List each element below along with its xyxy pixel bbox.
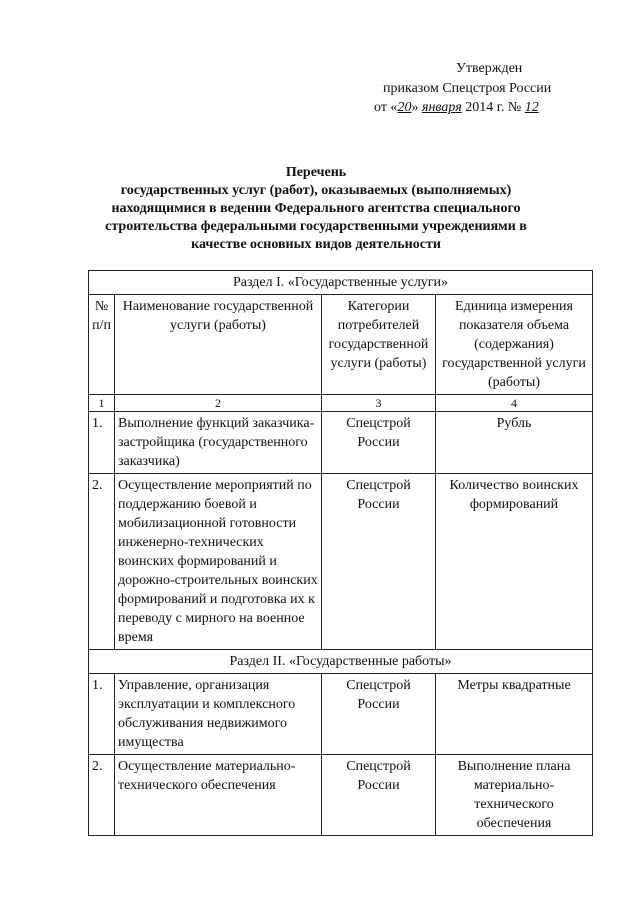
row-name: Осуществление материально-технического обеспечения xyxy=(115,755,322,836)
row-unit: Рубль xyxy=(436,412,593,474)
section-2-title: Раздел II. «Государственные работы» xyxy=(89,650,593,674)
approved-label: Утвержден xyxy=(456,61,523,76)
title-line-2: государственных услуг (работ), оказываемых (выполняемых) xyxy=(120,183,512,198)
section-1-title: Раздел I. «Государственные услуги» xyxy=(89,271,593,295)
header-num: № п/п xyxy=(89,295,115,395)
row-unit: Количество воинских формирований xyxy=(436,474,593,650)
title-line-5: качестве основных видов деятельности xyxy=(191,237,441,252)
document-title xyxy=(60,164,572,254)
header-row xyxy=(89,295,593,395)
order-month: января xyxy=(421,100,462,115)
row-num: 1. xyxy=(89,674,115,755)
table-row xyxy=(89,755,593,836)
header-unit: Единица измерения показателя объема (содержания) государственной услуги (работы) xyxy=(436,295,593,395)
col-number-2: 2 xyxy=(115,395,322,412)
row-unit: Выполнение плана материально-технического обеспечения xyxy=(436,755,593,836)
row-name: Осуществление мероприятий по поддержанию боевой и мобилизационной готовности инженерно-технических воинских формирований и дорожно-строительных воинских формирований и подготовка их к переводу с мирного на военное время xyxy=(115,474,322,650)
row-num: 2. xyxy=(89,474,115,650)
date-year: 2014 г. № xyxy=(461,100,525,115)
row-consumers: Спецстрой России xyxy=(322,474,436,650)
row-unit: Метры квадратные xyxy=(436,674,593,755)
row-name: Выполнение функций заказчика-застройщика (государственного заказчика) xyxy=(115,412,322,474)
services-table xyxy=(88,270,593,836)
col-number-4: 4 xyxy=(436,395,593,412)
row-consumers: Спецстрой России xyxy=(322,755,436,836)
col-number-3: 3 xyxy=(322,395,436,412)
order-day: 20 xyxy=(397,100,412,115)
order-number: 12 xyxy=(524,100,539,115)
row-num: 1. xyxy=(89,412,115,474)
order-date-line xyxy=(374,98,539,118)
row-num: 2. xyxy=(89,755,115,836)
date-mid: » xyxy=(411,100,422,115)
row-consumers: Спецстрой России xyxy=(322,412,436,474)
table-row xyxy=(89,474,593,650)
date-prefix: от « xyxy=(374,100,398,115)
table-row xyxy=(89,412,593,474)
section-row-1 xyxy=(89,271,593,295)
row-name: Управление, организация эксплуатации и комплексного обслуживания недвижимого имущества xyxy=(115,674,322,755)
col-number-1: 1 xyxy=(89,395,115,412)
title-line-4: строительства федеральными государственными учреждениями в xyxy=(105,219,527,234)
order-label: приказом Спецстроя России xyxy=(383,81,552,96)
column-numbers-row xyxy=(89,395,593,412)
title-line-1: Перечень xyxy=(285,165,347,180)
table-row xyxy=(89,674,593,755)
header-consumers: Категории потребителей государственной услуги (работы) xyxy=(322,295,436,395)
section-row-2 xyxy=(89,650,593,674)
row-consumers: Спецстрой России xyxy=(322,674,436,755)
title-line-3: находящимися в ведении Федерального агентства специального xyxy=(111,201,521,216)
header-name: Наименование государственной услуги (работы) xyxy=(115,295,322,395)
